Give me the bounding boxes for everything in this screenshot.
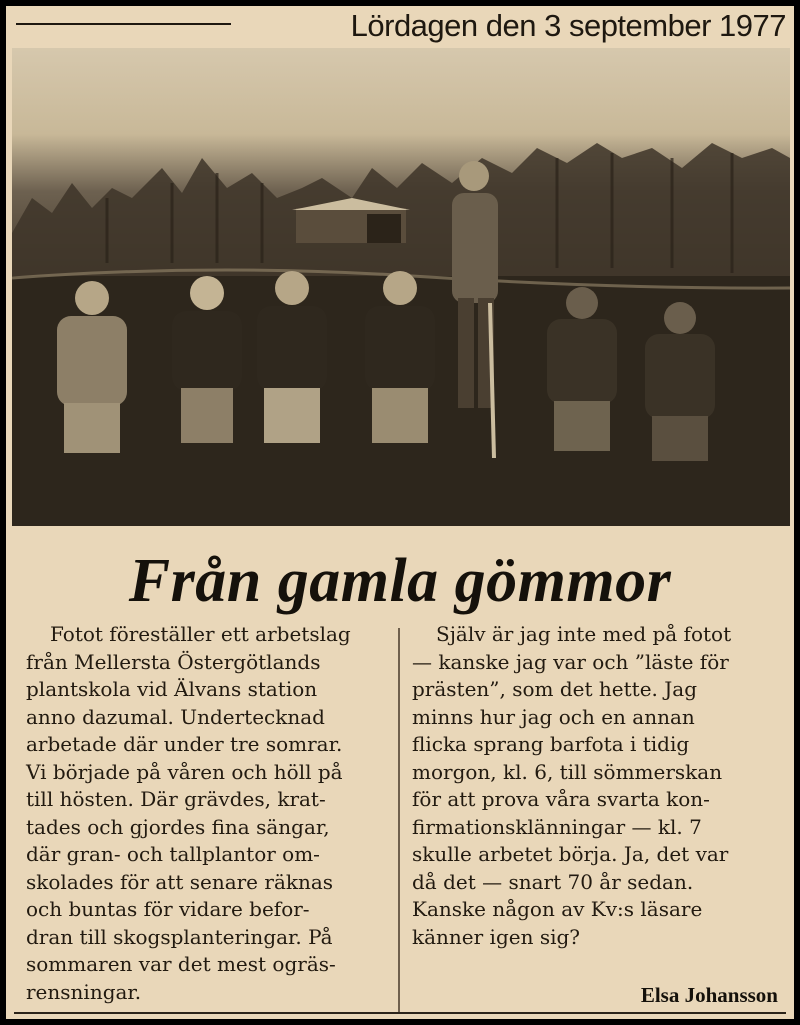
text-line: Fotot föreställer ett arbetslag <box>50 622 351 646</box>
author-signature: Elsa Johansson <box>640 983 778 1007</box>
article-column-left <box>26 621 386 1006</box>
article-column-right <box>412 621 784 951</box>
text-line: rensningar. <box>26 979 142 1004</box>
text-line: firmationsklänningar — kl. 7 <box>412 814 702 839</box>
text-line: skulle arbetet börja. Ja, det var <box>412 842 729 866</box>
text-line: skolades för att senare räknas <box>26 869 334 894</box>
photo-illustration <box>12 48 790 526</box>
text-line: plantskola vid Älvans station <box>26 677 318 701</box>
text-line: prästen”, som det hette. Jag <box>412 677 697 701</box>
photograph <box>12 48 790 526</box>
text-line: till hösten. Där grävdes, krat- <box>26 787 326 811</box>
text-line: anno dazumal. Undertecknad <box>26 704 325 729</box>
text-line: då det — snart 70 år sedan. <box>412 869 694 894</box>
text-line: arbetade där under tre somrar. <box>26 732 343 756</box>
text-line: morgon, kl. 6, till sömmerskan <box>412 759 723 784</box>
dateline: Lördagen den 3 september 1977 <box>350 8 786 43</box>
text-line: Själv är jag inte med på fotot <box>436 622 732 646</box>
text-line: dran till skogsplanteringar. På <box>26 924 333 949</box>
headline: Från gamla gömmor <box>128 547 672 615</box>
text-line: flicka sprang barfota i tidig <box>412 732 690 756</box>
header-rule <box>16 23 231 25</box>
text-line: och buntas för vidare befor- <box>26 897 310 921</box>
text-line: sommaren var det mest ogräs- <box>26 952 336 976</box>
text-line: Kanske någon av Kv:s läsare <box>412 897 703 921</box>
column-divider <box>398 628 400 1013</box>
text-line: från Mellersta Östergötlands <box>26 649 321 674</box>
text-line: Vi började på våren och höll på <box>26 759 343 784</box>
text-line: tades och gjordes fina sängar, <box>26 814 330 839</box>
text-line: — kanske jag var och ”läste för <box>412 649 729 674</box>
text-line: känner igen sig? <box>412 924 581 949</box>
text-line: där gran- och tallplantor om- <box>26 842 320 866</box>
footer-rule <box>14 1012 786 1014</box>
text-line: minns hur jag och en annan <box>412 704 695 729</box>
newspaper-clipping <box>6 6 794 1019</box>
text-line: för att prova våra svarta kon- <box>412 787 710 811</box>
